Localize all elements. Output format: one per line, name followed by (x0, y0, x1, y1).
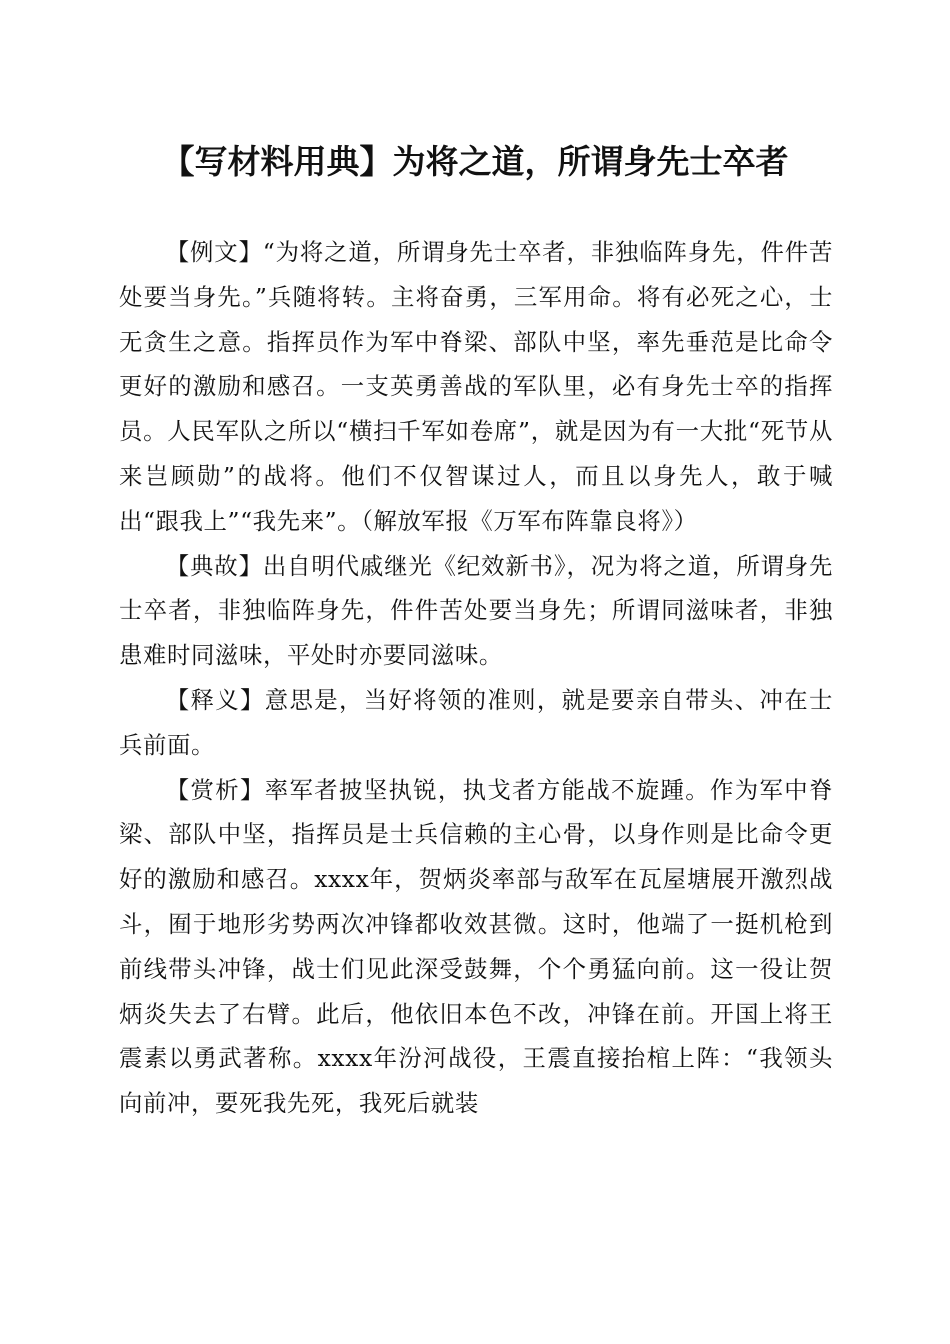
paragraph-text: “为将之道，所谓身先士卒者，非独临阵身先，件件苦处要当身先。”兵随将转。主将奋勇，三军用命。将有必死之心，士无贪生之意。指挥员作为军中脊梁、部队中坚，率先垂范是比命令更好的激励和感召。一支英勇善战的军队里，必有身先士卒的指挥员。人民军队之所以“横扫千军如卷席”，就是因为有一大批“死节从来岂顾勋”的战将。他们不仅智谋过人，而且以身先人，敢于喊出“跟我上”“我先来”。（解放军报《万军布阵靠良将》） (119, 238, 833, 535)
paragraph-allusion (119, 544, 833, 678)
paragraph-label: 【释义】 (165, 685, 265, 714)
page-title: 【写材料用典】为将之道，所谓身先士卒者 (161, 142, 789, 181)
paragraph-appreciation (119, 768, 833, 1126)
document-body (119, 230, 833, 1126)
paragraph-text: 出自明代戚继光《纪效新书》，况为将之道，所谓身先士卒者，非独临阵身先，件件苦处要当身先；所谓同滋味者，非独患难时同滋味，平处时亦要同滋味。 (119, 551, 833, 670)
paragraph-text: 意思是，当好将领的准则，就是要亲自带头、冲在士兵前面。 (119, 685, 833, 759)
paragraph-text: 率军者披坚执锐，执戈者方能战不旋踵。作为军中脊梁、部队中坚，指挥员是士兵信赖的主心骨，以身作则是比命令更好的激励和感召。xxxx年，贺炳炎率部与敌军在瓦屋塘展开激烈战斗，囿于地形劣势两次冲锋都收效甚微。这时，他端了一挺机枪到前线带头冲锋，战士们见此深受鼓舞，个个勇猛向前。这一役让贺炳炎失去了右臂。此后，他依旧本色不改，冲锋在前。开国上将王震素以勇武著称。xxxx年汾河战役，王震直接抬棺上阵：“我领头向前冲，要死我先死，我死后就装 (119, 775, 833, 1118)
paragraph-meaning (119, 678, 833, 768)
paragraph-label: 【赏析】 (165, 775, 265, 804)
paragraph-label: 【典故】 (165, 551, 263, 580)
paragraph-label: 【例文】 (165, 238, 263, 266)
paragraph-example (119, 230, 833, 544)
